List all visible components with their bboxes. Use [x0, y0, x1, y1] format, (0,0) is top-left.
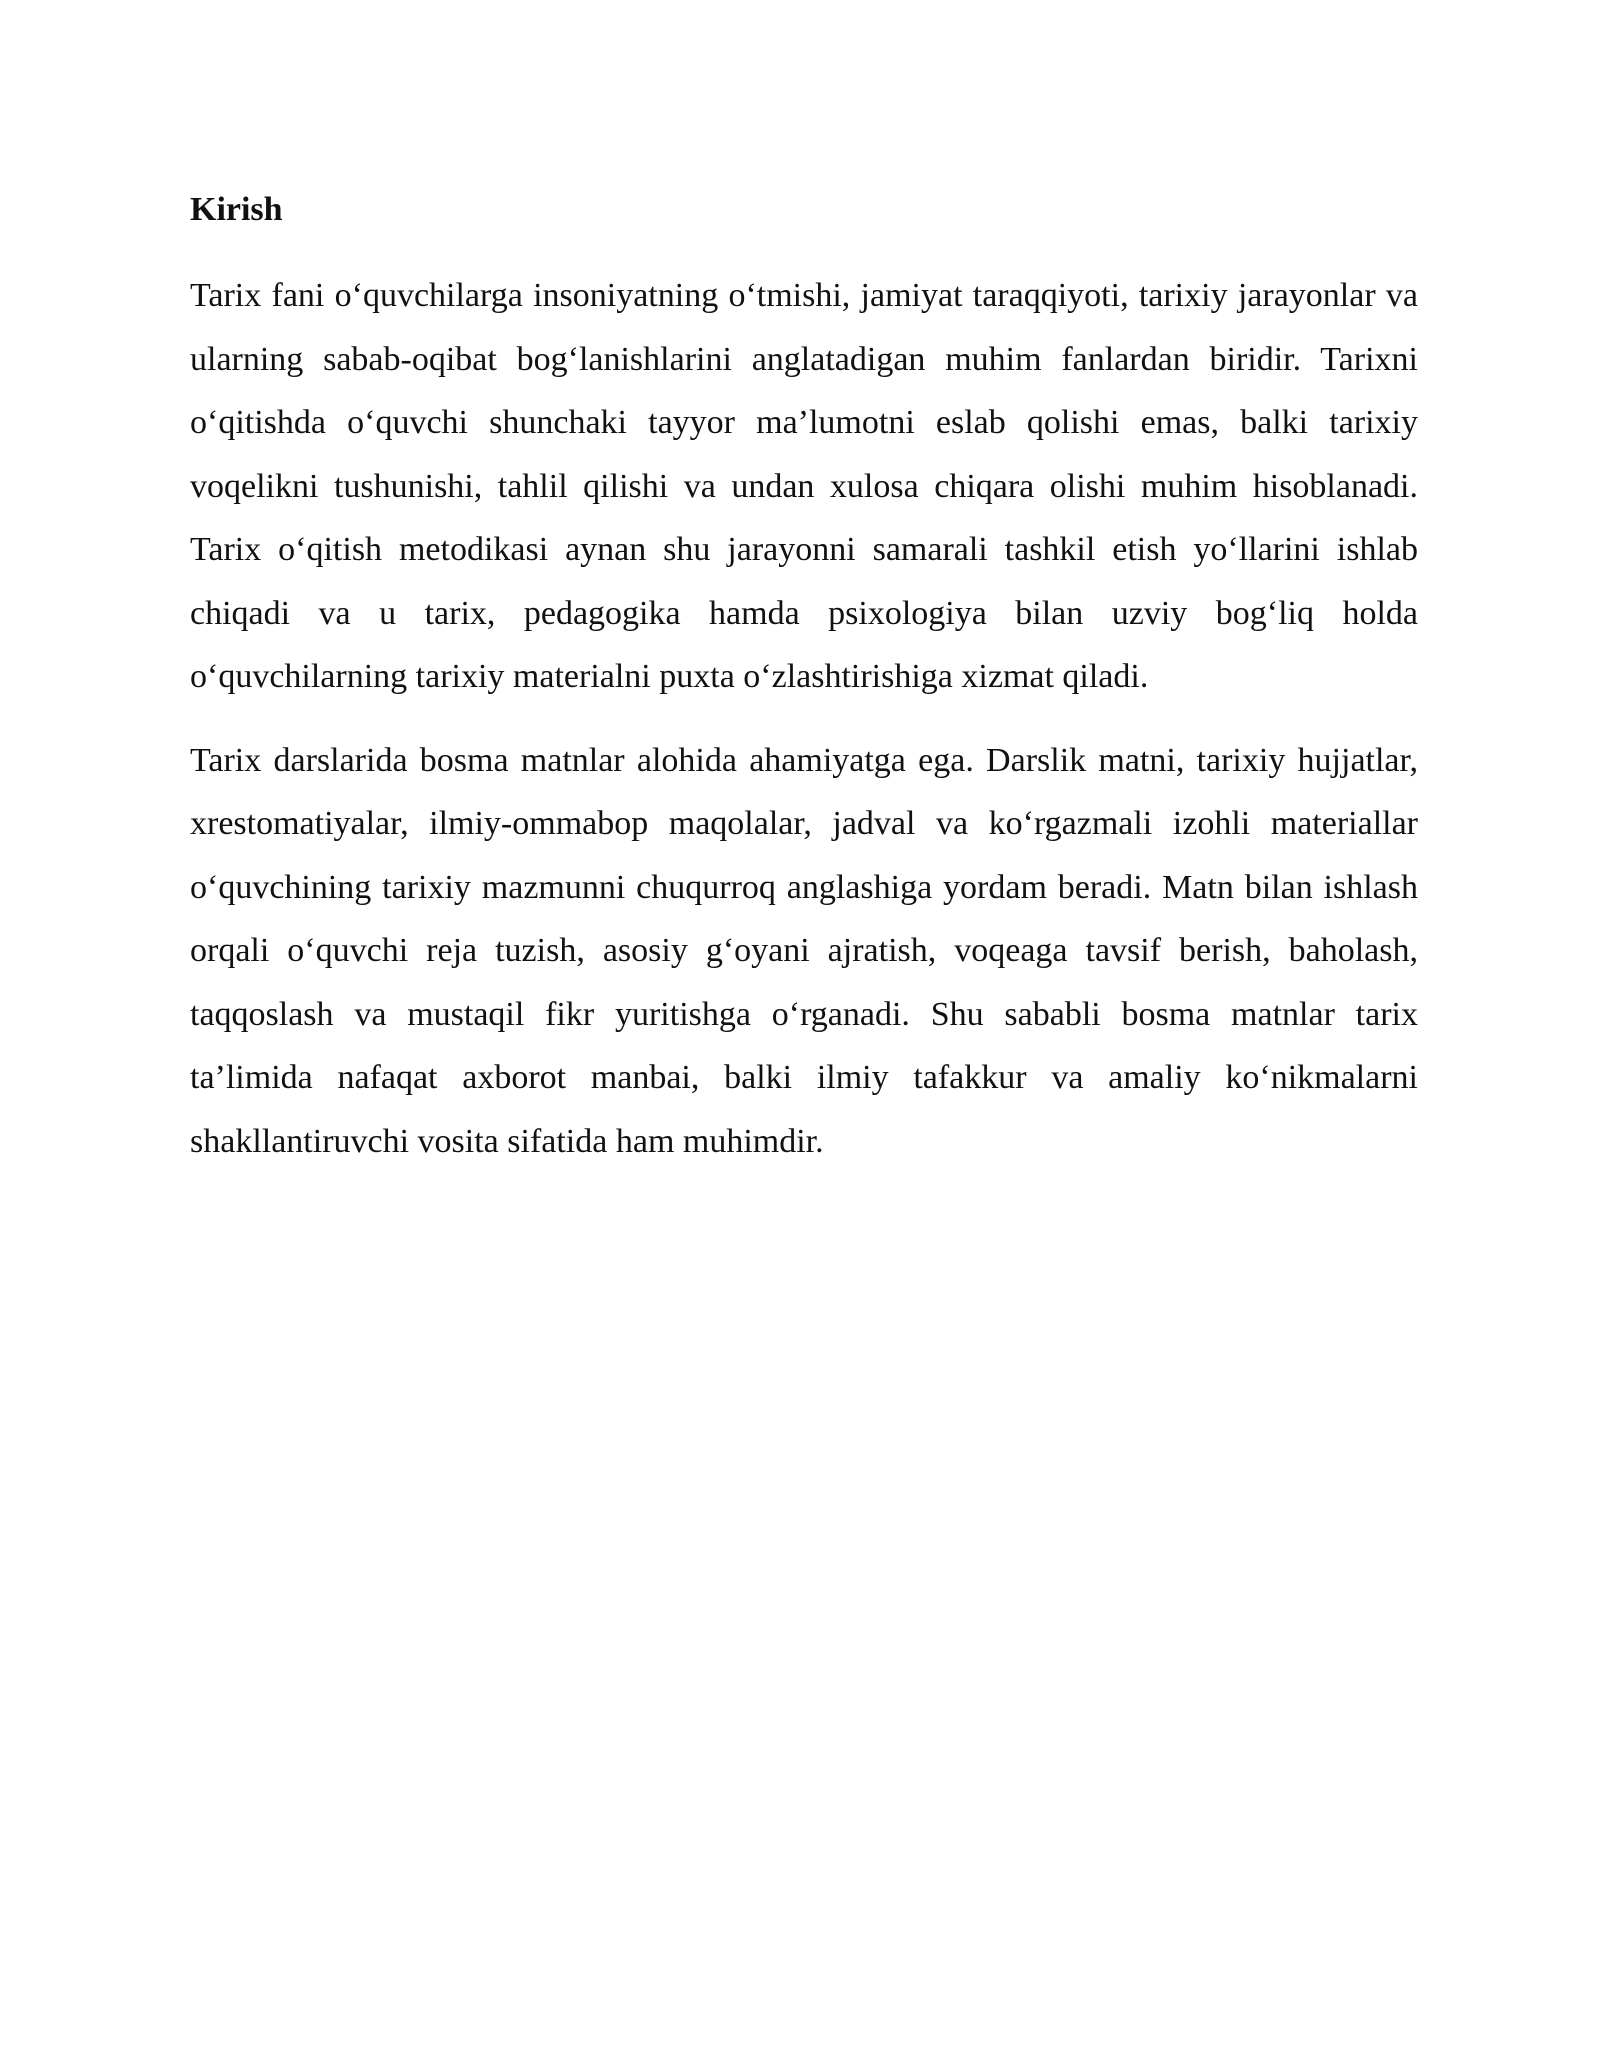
document-body — [190, 186, 1418, 1193]
section-heading: Kirish — [190, 191, 283, 228]
paragraph-printed-texts: Tarix darslarida bosma matnlar alohida ahamiyatga ega. Darslik matni, tarixiy hujjatlar, xrestomatiyalar, ilmiy-ommabop maqolalar, jadval va ko‘rgazmali izohli materiallar o‘quvchining tarixiy mazmunni chuqurroq anglashiga yordam beradi. Matn bilan ishlash orqali o‘quvchi reja tuzish, asosiy g‘oyani ajratish, voqeaga tavsif berish, baholash, taqqoslash va mustaqil fikr yuritishga o‘rganadi. Shu sababli bosma matnlar tarix ta’limida nafaqat axborot manbai, balki ilmiy tafakkur va amaliy ko‘nikmalarni shakllantiruvchi vosita sifatida ham muhimdir. — [190, 741, 1418, 1160]
paragraph-intro: Tarix fani o‘quvchilarga insoniyatning o‘tmishi, jamiyat taraqqiyoti, tarixiy jarayonlar va ularning sabab-oqibat bog‘lanishlarini anglatadigan muhim fanlardan biridir. Tarixni o‘qitishda o‘quvchi shunchaki tayyor ma’lumotni eslab qolishi emas, balki tarixiy voqelikni tushunishi, tahlil qilishi va undan xulosa chiqara olishi muhim hisoblanadi. Tarix o‘qitish metodikasi aynan shu jarayonni samarali tashkil etish yo‘llarini ishlab chiqadi va u tarix, pedagogika hamda psixologiya bilan uzviy bog‘liq holda o‘quvchilarning tarixiy materialni puxta o‘zlashtirishiga xizmat qiladi. — [190, 277, 1418, 695]
